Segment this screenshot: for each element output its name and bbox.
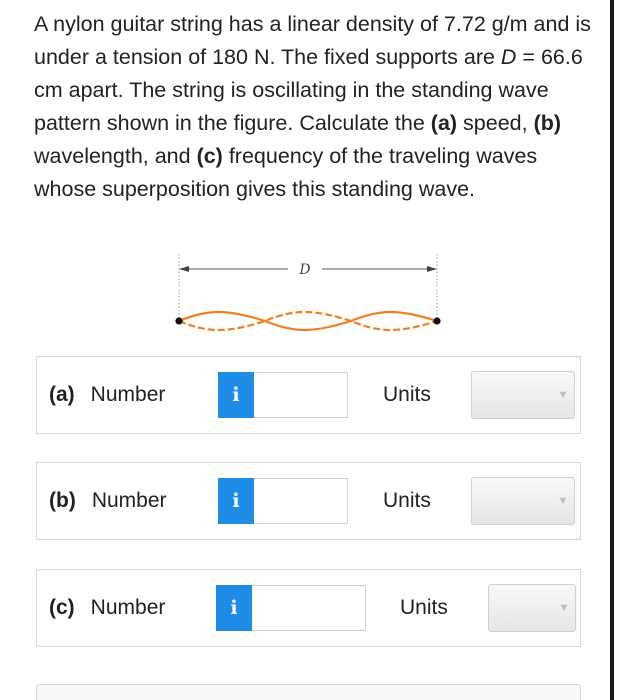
info-button[interactable]: [216, 585, 252, 631]
chevron-down-icon: ▼: [558, 602, 570, 614]
dimension-arrow-left: [179, 266, 189, 272]
units-select-c[interactable]: [488, 584, 576, 632]
problem-text-1: A nylon guitar string has a linear density of 7.72 g/m and is under a tension of 180 N. The fixed supports are: [34, 12, 591, 69]
dimension-arrow-right: [427, 266, 437, 272]
part-a-label: [49, 357, 165, 433]
part-letter: (a): [49, 383, 75, 406]
part-b-tag: (b): [533, 111, 562, 135]
answer-row-a: [36, 356, 581, 434]
info-button[interactable]: [218, 372, 254, 418]
info-icon: i: [232, 384, 240, 406]
info-icon: i: [232, 490, 240, 512]
wave-envelope-lower: [179, 312, 437, 330]
answer-row-c: [36, 569, 581, 647]
part-b-label: [49, 463, 167, 539]
part-c-tag: (c): [196, 144, 223, 168]
answer-input-a[interactable]: [254, 372, 348, 418]
answer-row-b: [36, 462, 581, 540]
chevron-down-icon: ▼: [557, 495, 569, 507]
right-fixed-end: [433, 317, 440, 324]
units-label: Units: [383, 489, 431, 512]
window-edge: [610, 0, 614, 700]
problem-text-2: = 66.6 cm apart. The string is oscillating in the standing wave pattern shown in the figure. Calculate the: [34, 45, 583, 135]
next-section-box: [36, 684, 581, 700]
standing-wave-figure: [170, 252, 460, 342]
problem-statement: [34, 8, 594, 206]
info-icon: i: [230, 597, 238, 619]
units-label: Units: [383, 383, 431, 406]
part-c-text: frequency of the traveling waves whose superposition gives this standing wave.: [34, 144, 538, 201]
part-b-text: wavelength, and: [34, 144, 197, 168]
wave-envelope-upper: [179, 312, 437, 330]
answer-input-b[interactable]: [254, 478, 348, 524]
part-letter: (c): [49, 596, 75, 619]
left-fixed-end: [175, 317, 182, 324]
part-a-tag: (a): [430, 111, 458, 135]
units-select-a[interactable]: [471, 371, 575, 419]
part-letter: (b): [49, 489, 76, 512]
number-label: Number: [90, 596, 166, 619]
info-button[interactable]: [218, 478, 254, 524]
number-label: Number: [90, 383, 166, 406]
answer-input-c[interactable]: [252, 585, 366, 631]
part-c-label: [49, 570, 165, 646]
units-select-b[interactable]: [471, 477, 575, 525]
variable-d: D: [500, 45, 517, 69]
number-label: Number: [91, 489, 167, 512]
units-label: Units: [400, 596, 448, 619]
chevron-down-icon: ▼: [557, 389, 569, 401]
dimension-label: D: [299, 262, 311, 278]
part-a-text: speed,: [457, 111, 534, 135]
